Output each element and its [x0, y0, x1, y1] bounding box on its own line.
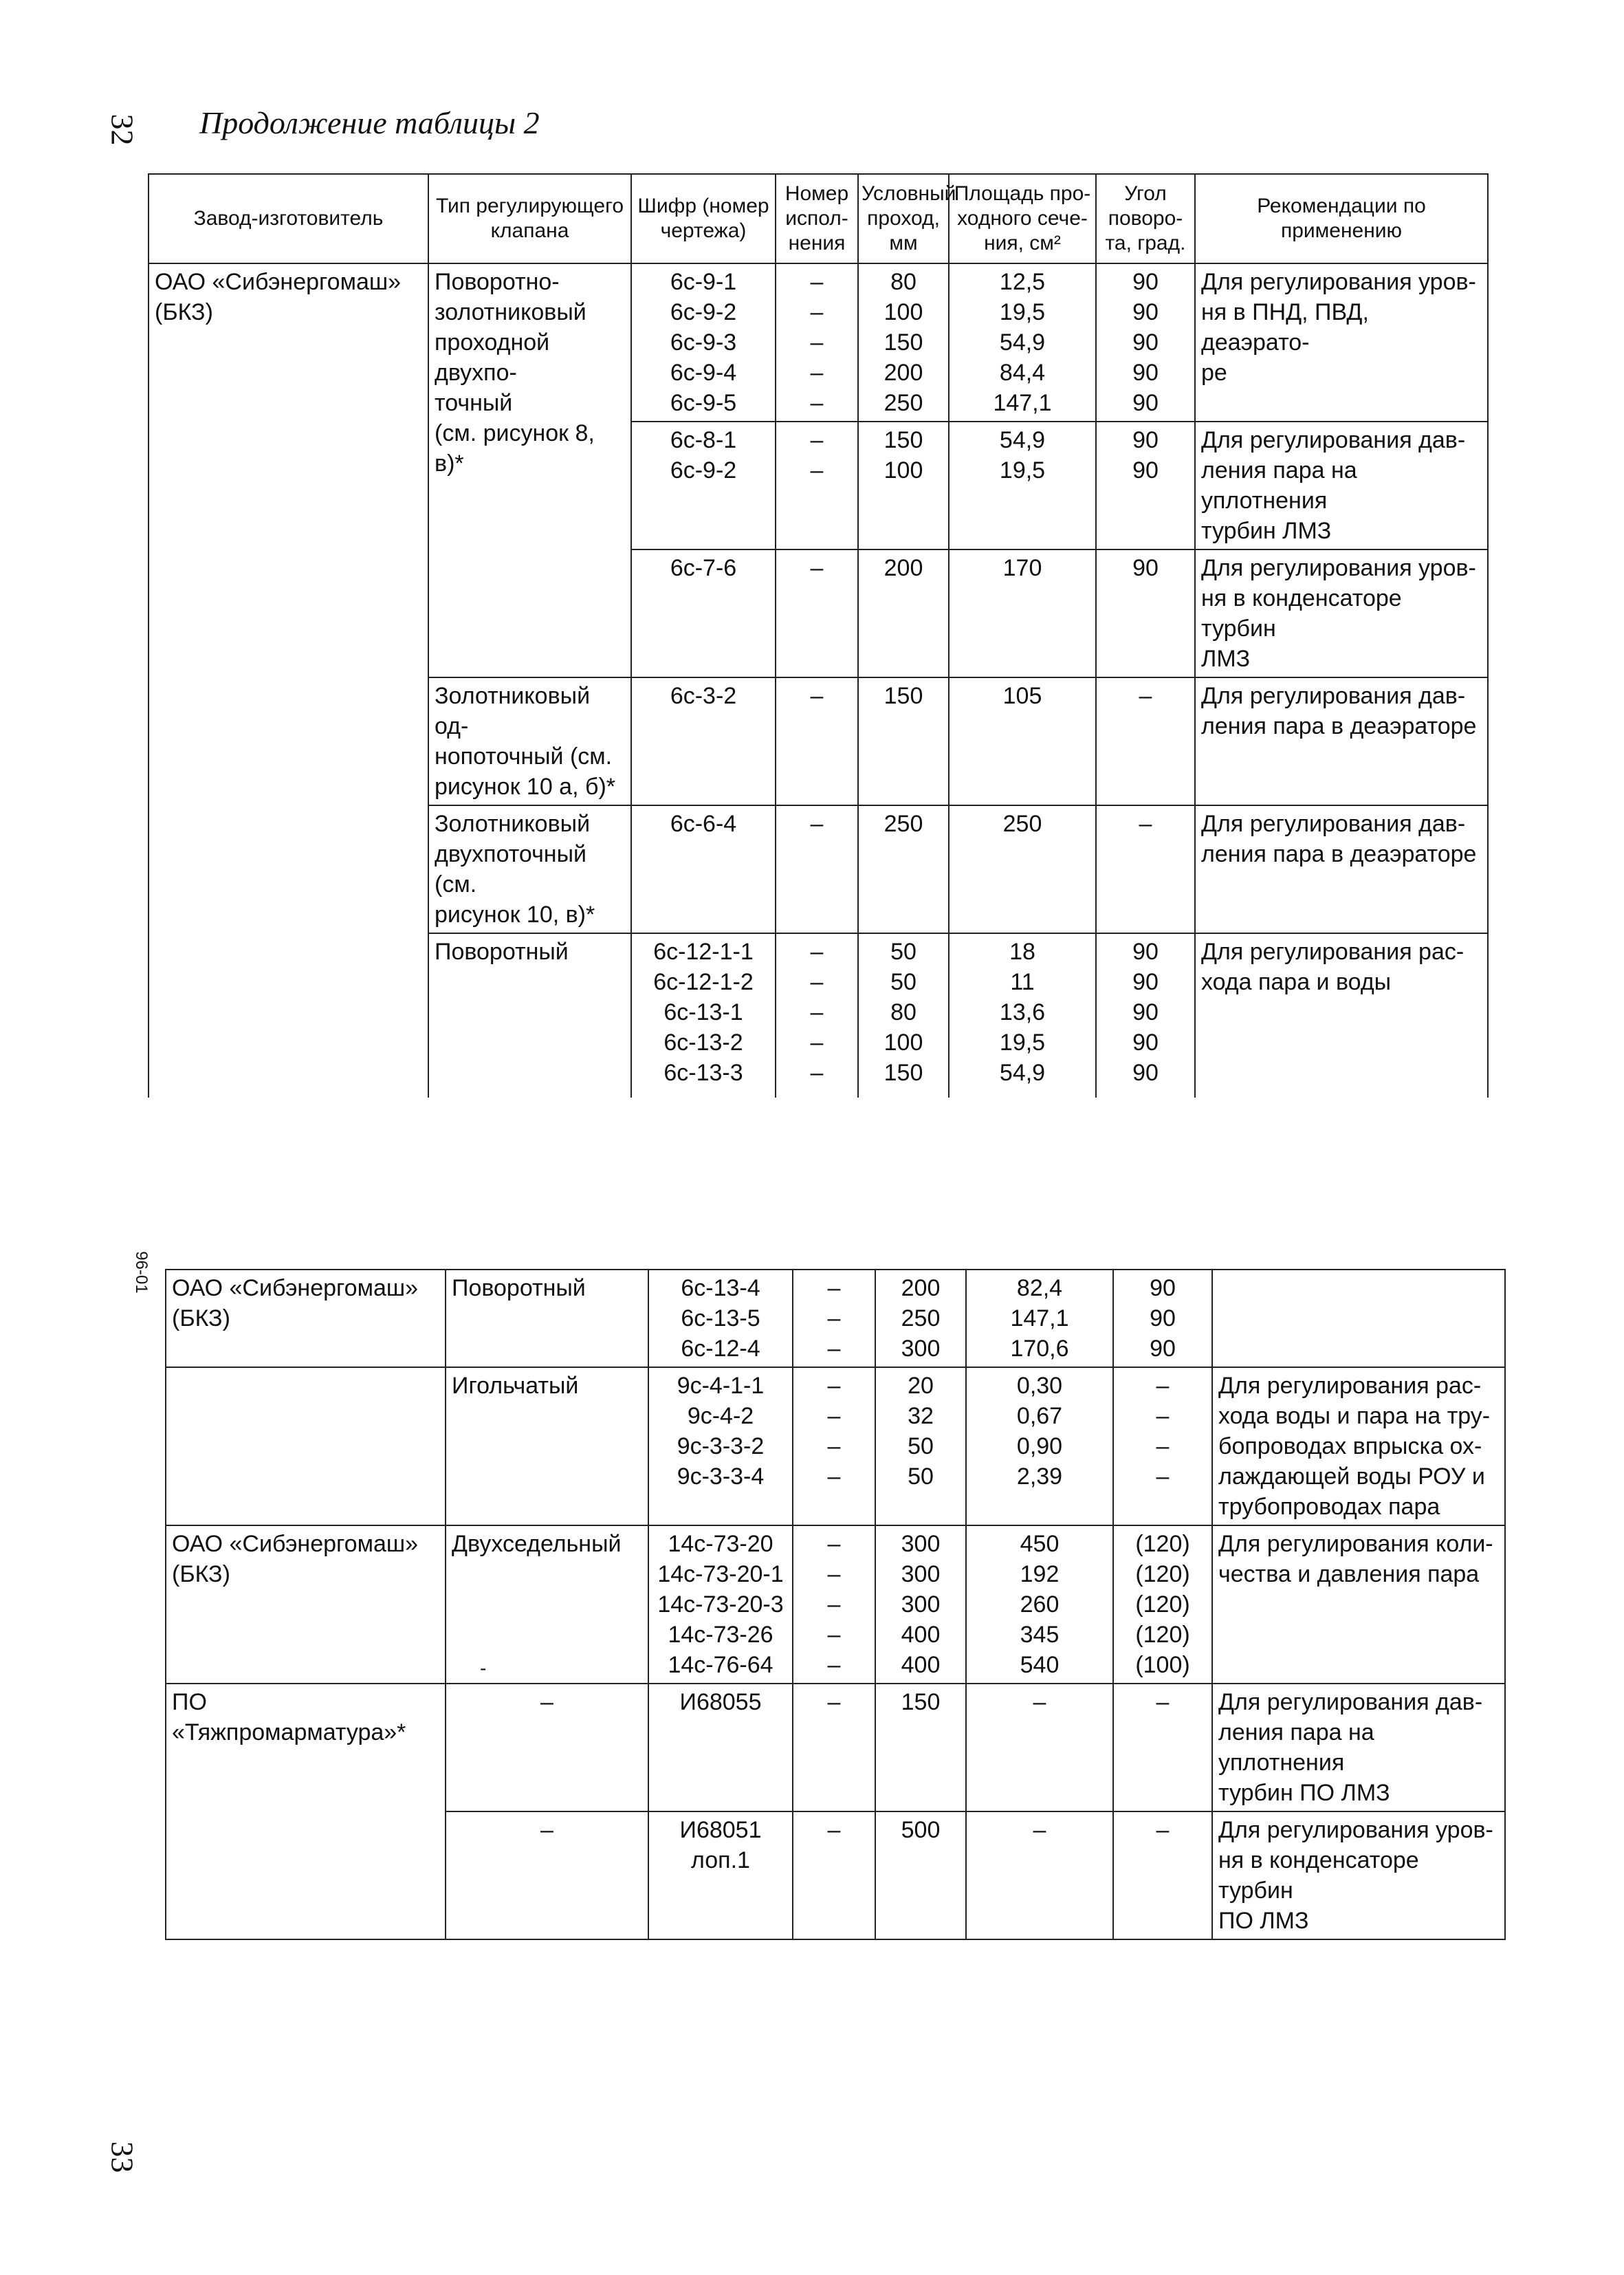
area-cell: –	[966, 1811, 1113, 1939]
type-cell: Золотниковый од- нопоточный (см. рисунок 10 а, б)*	[428, 677, 631, 805]
area-cell: 12,5 19,5 54,9 84,4 147,1	[949, 263, 1096, 422]
bore-cell: 80 100 150 200 250	[858, 263, 949, 422]
valve-table-top	[148, 173, 1489, 1098]
code-cell: 14с-73-20 14с-73-20-1 14с-73-20-3 14с-73-26 14с-76-64	[648, 1525, 793, 1684]
bore-cell: 150	[858, 677, 949, 805]
angle-cell: 90 90 90 90 90	[1096, 263, 1195, 422]
table-row	[166, 1367, 1505, 1525]
code-cell: 6с-6-4	[631, 805, 776, 933]
bore-cell: 150	[875, 1684, 966, 1811]
angle-cell: –	[1113, 1811, 1212, 1939]
code-cell: 6с-13-4 6с-13-5 6с-12-4	[648, 1270, 793, 1367]
angle-cell: (120) (120) (120) (120) (100)	[1113, 1525, 1212, 1684]
angle-cell: –	[1113, 1684, 1212, 1811]
header-version: Номер испол-нения	[776, 174, 858, 263]
recommendation-cell: Для регулирования уров- ня в конденсаторе турбин ПО ЛМЗ	[1212, 1811, 1505, 1939]
code-cell: 6с-3-2	[631, 677, 776, 805]
recommendation-cell: Для регулирования рас- хода пара и воды	[1195, 933, 1488, 1098]
type-cell: –	[446, 1684, 648, 1811]
manufacturer-cell	[166, 1367, 446, 1525]
page-number-top: 32	[105, 113, 140, 146]
area-cell: 0,30 0,67 0,90 2,39	[966, 1367, 1113, 1525]
area-cell: 54,9 19,5	[949, 422, 1096, 549]
bore-cell: 500	[875, 1811, 966, 1939]
type-cell: –	[446, 1811, 648, 1939]
stray-mark: -	[480, 1657, 487, 1679]
manufacturer-cell: ОАО «Сибэнергомаш» (БКЗ)	[149, 263, 428, 1098]
version-cell: – – –	[793, 1270, 875, 1367]
header-nominal-bore: Условный проход, мм	[858, 174, 949, 263]
version-cell: –	[776, 677, 858, 805]
area-cell: 250	[949, 805, 1096, 933]
version-cell: –	[793, 1811, 875, 1939]
code-cell: 6с-9-1 6с-9-2 6с-9-3 6с-9-4 6с-9-5	[631, 263, 776, 422]
area-cell: 82,4 147,1 170,6	[966, 1270, 1113, 1367]
type-cell: Поворотно- золотниковый проходной двухпо- точный (см. рисунок 8, в)*	[428, 263, 631, 677]
type-cell: Поворотный	[446, 1270, 648, 1367]
recommendation-cell: Для регулирования уров- ня в ПНД, ПВД, деаэрато- ре	[1195, 263, 1488, 422]
bore-cell: 250	[858, 805, 949, 933]
angle-cell: 90 90	[1096, 422, 1195, 549]
type-cell: Золотниковый двухпоточный (см. рисунок 10, в)*	[428, 805, 631, 933]
recommendation-cell: Для регулирования дав- ления пара на уплотнения турбин ПО ЛМЗ	[1212, 1684, 1505, 1811]
recommendation-cell: Для регулирования дав- ления пара в деаэраторе	[1195, 805, 1488, 933]
header-code: Шифр (номер чертежа)	[631, 174, 776, 263]
angle-cell: 90 90 90 90 90	[1096, 933, 1195, 1098]
manufacturer-cell: ПО «Тяжпромарматура»*	[166, 1684, 446, 1939]
bore-cell: 50 50 80 100 150	[858, 933, 949, 1098]
code-cell: И68055	[648, 1684, 793, 1811]
area-cell: 450 192 260 345 540	[966, 1525, 1113, 1684]
code-cell: 6с-8-1 6с-9-2	[631, 422, 776, 549]
recommendation-cell: Для регулирования дав- ления пара на уплотнения турбин ЛМЗ	[1195, 422, 1488, 549]
header-flow-area: Площадь про-ходного сече-ния, см²	[949, 174, 1096, 263]
code-cell: И68051 лоп.1	[648, 1811, 793, 1939]
recommendation-cell: Для регулирования уров- ня в конденсаторе турбин ЛМЗ	[1195, 549, 1488, 677]
table-row	[166, 1684, 1505, 1811]
side-code: 96-01	[132, 1251, 151, 1294]
bore-cell: 200	[858, 549, 949, 677]
manufacturer-cell: ОАО «Сибэнергомаш» (БКЗ)	[166, 1270, 446, 1367]
version-cell: – – – – –	[793, 1525, 875, 1684]
area-cell: 105	[949, 677, 1096, 805]
recommendation-cell: Для регулирования коли- чества и давления пара	[1212, 1525, 1505, 1684]
bore-cell: 20 32 50 50	[875, 1367, 966, 1525]
version-cell: –	[776, 549, 858, 677]
code-cell: 6с-12-1-1 6с-12-1-2 6с-13-1 6с-13-2 6с-13-3	[631, 933, 776, 1098]
recommendation-cell: Для регулирования дав- ления пара в деаэраторе	[1195, 677, 1488, 805]
table-row	[166, 1270, 1505, 1367]
bore-cell: 300 300 300 400 400	[875, 1525, 966, 1684]
valve-table-bottom	[165, 1269, 1506, 1940]
version-cell: – – – – –	[776, 933, 858, 1098]
table-continuation-title: Продолжение таблицы 2	[199, 105, 540, 140]
angle-cell: 90 90 90	[1113, 1270, 1212, 1367]
table-row	[149, 263, 1488, 422]
angle-cell: –	[1096, 677, 1195, 805]
angle-cell: 90	[1096, 549, 1195, 677]
table-row	[166, 1525, 1505, 1684]
bore-cell: 200 250 300	[875, 1270, 966, 1367]
recommendation-cell: Для регулирования рас- хода воды и пара на тру- бопроводах впрыска ох- лаждающей воды РОУ и трубопроводах пара	[1212, 1367, 1505, 1525]
version-cell: –	[793, 1684, 875, 1811]
type-cell: Двухседельный	[446, 1525, 648, 1684]
area-cell: 170	[949, 549, 1096, 677]
header-valve-type: Тип регулирующего клапана	[428, 174, 631, 263]
angle-cell: – – – –	[1113, 1367, 1212, 1525]
header-manufacturer: Завод-изготовитель	[149, 174, 428, 263]
area-cell: 18 11 13,6 19,5 54,9	[949, 933, 1096, 1098]
header-angle: Угол поворо-та, град.	[1096, 174, 1195, 263]
manufacturer-cell: ОАО «Сибэнергомаш» (БКЗ)	[166, 1525, 446, 1684]
type-cell: Игольчатый	[446, 1367, 648, 1525]
bore-cell: 150 100	[858, 422, 949, 549]
version-cell: – – – – –	[776, 263, 858, 422]
recommendation-cell	[1212, 1270, 1505, 1367]
code-cell: 6с-7-6	[631, 549, 776, 677]
version-cell: – –	[776, 422, 858, 549]
page-number-bottom: 33	[105, 2141, 140, 2173]
code-cell: 9с-4-1-1 9с-4-2 9с-3-3-2 9с-3-3-4	[648, 1367, 793, 1525]
version-cell: –	[776, 805, 858, 933]
version-cell: – – – –	[793, 1367, 875, 1525]
angle-cell: –	[1096, 805, 1195, 933]
area-cell: –	[966, 1684, 1113, 1811]
header-recommendations: Рекомендации по применению	[1195, 174, 1488, 263]
table-header-row	[149, 174, 1488, 263]
type-cell: Поворотный	[428, 933, 631, 1098]
